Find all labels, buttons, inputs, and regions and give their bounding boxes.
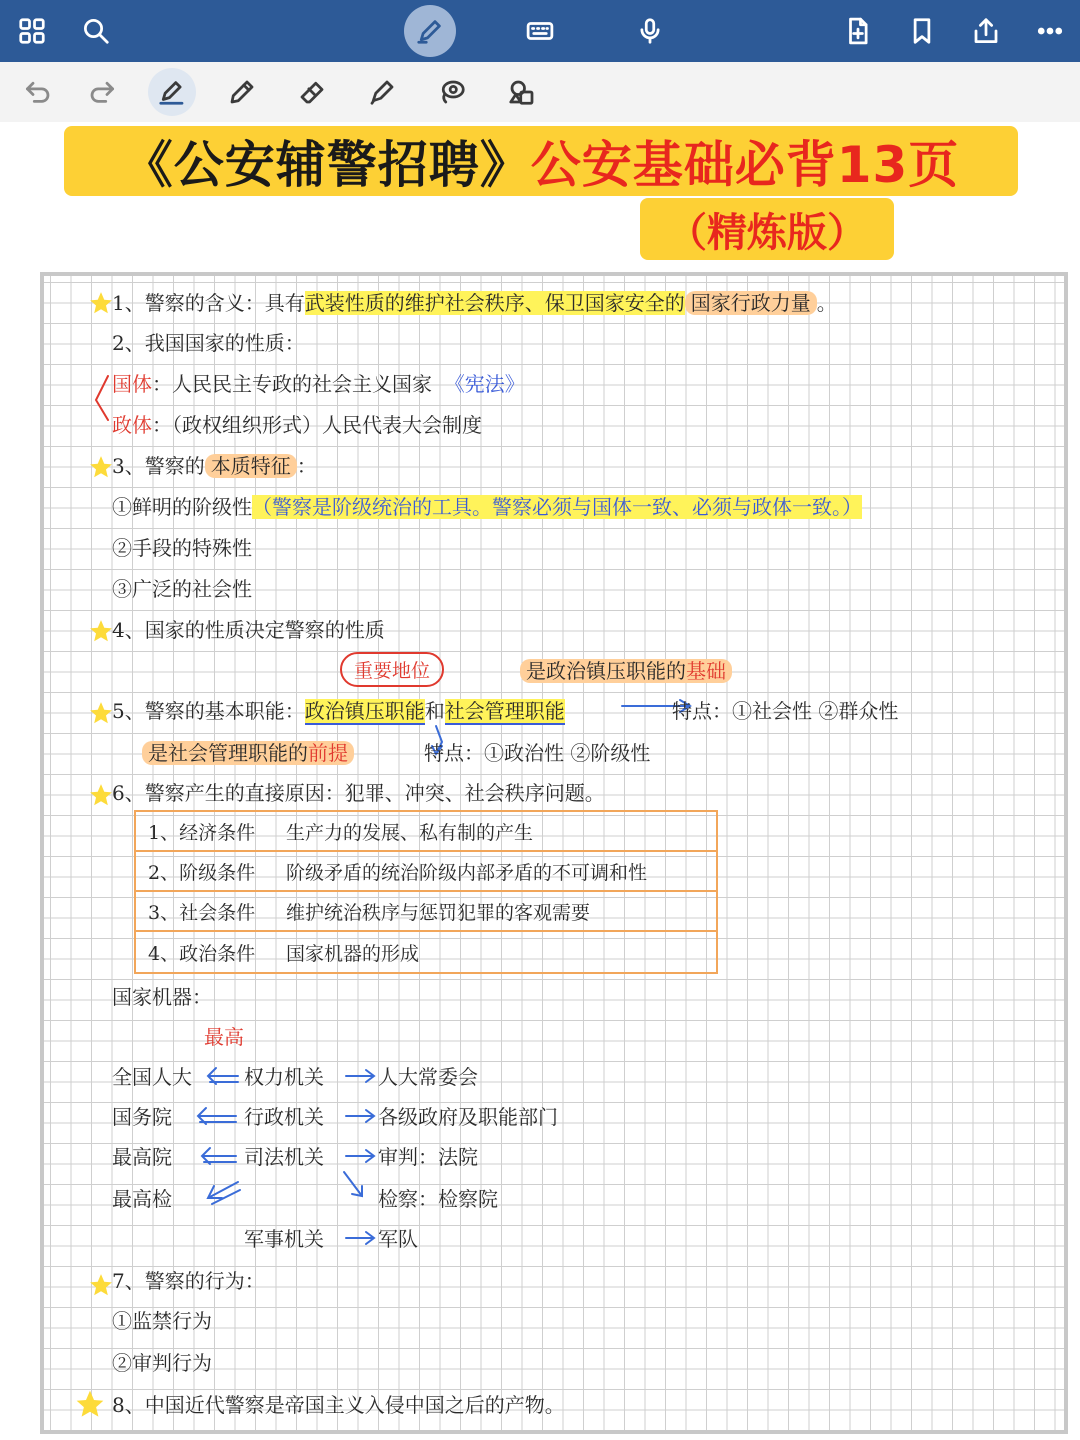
note-means: ②手段的特殊性 bbox=[112, 536, 252, 560]
note-admin-organ: 行政机关 bbox=[244, 1105, 324, 1129]
title-banner bbox=[64, 126, 1018, 196]
search-icon[interactable] bbox=[76, 11, 116, 51]
add-page-icon[interactable] bbox=[838, 11, 878, 51]
note-npc-committee: 人大常委会 bbox=[378, 1065, 478, 1089]
shapes-icon[interactable] bbox=[502, 72, 542, 112]
app-bar bbox=[0, 0, 1080, 62]
note-essence: 3、警察的 本质特征 ： bbox=[112, 454, 317, 478]
tool-bar bbox=[0, 62, 1080, 122]
bookmark-icon[interactable] bbox=[902, 11, 942, 51]
note-trial: 审判：法院 bbox=[378, 1145, 478, 1169]
note-government-system: 政体：（政权组织形式）人民代表大会制度 bbox=[112, 413, 482, 437]
star-icon bbox=[88, 290, 114, 316]
highlighter-icon[interactable] bbox=[362, 72, 402, 112]
star-icon bbox=[88, 782, 114, 808]
subtitle-banner: （精炼版） bbox=[640, 198, 894, 260]
note-feature-social: 特点：①社会性 ②群众性 bbox=[672, 699, 899, 723]
star-icon bbox=[74, 1388, 106, 1420]
note-state-council: 国务院 bbox=[112, 1105, 172, 1129]
note-judicial-organ: 司法机关 bbox=[244, 1145, 324, 1169]
table-row: 4、政治条件 国家机器的形成 bbox=[148, 942, 420, 965]
eraser-icon[interactable] bbox=[292, 72, 332, 112]
star-icon bbox=[88, 454, 114, 480]
note-social: ③广泛的社会性 bbox=[112, 577, 252, 601]
note-direct-cause: 6、警察产生的直接原因：犯罪、冲突、社会秩序问题。 bbox=[112, 781, 605, 805]
pen-tool-icon[interactable] bbox=[148, 68, 196, 116]
microphone-icon[interactable] bbox=[630, 11, 670, 51]
conditions-table bbox=[134, 810, 718, 974]
note-modern-police: 8、中国近代警察是帝国主义入侵中国之后的产物。 bbox=[112, 1393, 565, 1417]
note-highest: 最高 bbox=[204, 1025, 244, 1049]
lasso-icon[interactable] bbox=[432, 72, 472, 112]
note-state-decides: 4、国家的性质决定警察的性质 bbox=[112, 618, 385, 642]
star-icon bbox=[88, 618, 114, 644]
notebook-page[interactable] bbox=[40, 272, 1068, 1434]
pencil-icon[interactable] bbox=[222, 72, 262, 112]
note-detention: ①监禁行为 bbox=[112, 1309, 212, 1333]
title-black: 《公安辅警招聘》 bbox=[122, 136, 531, 194]
redo-icon[interactable] bbox=[82, 72, 122, 112]
star-icon bbox=[88, 1272, 114, 1298]
table-row: 2、阶级条件 阶级矛盾的统治阶级内部矛盾的不可调和性 bbox=[136, 852, 716, 892]
note-feature-political: 特点：①政治性 ②阶级性 bbox=[424, 741, 651, 765]
note-state-system: 国体：人民民主专政的社会主义国家 《宪法》 bbox=[112, 372, 525, 396]
note-police-acts: 7、警察的行为： bbox=[112, 1269, 265, 1293]
star-icon bbox=[88, 700, 114, 726]
note-npc: 全国人大 bbox=[112, 1065, 192, 1089]
more-icon[interactable] bbox=[1030, 11, 1070, 51]
note-supreme-court: 最高院 bbox=[112, 1145, 172, 1169]
note-state-nature: 2、我国国家的性质： bbox=[112, 331, 305, 355]
grid-icon[interactable] bbox=[12, 11, 52, 51]
note-premise: 是社会管理职能的前提 bbox=[142, 738, 354, 768]
note-governments: 各级政府及职能部门 bbox=[378, 1105, 558, 1129]
table-row: 3、社会条件 维护统治秩序与惩罚犯罪的客观需要 bbox=[136, 892, 716, 932]
table-row: 1、经济条件 生产力的发展、私有制的产生 bbox=[136, 812, 716, 852]
title-red: 公安基础必背13页 bbox=[530, 136, 960, 194]
note-prosecution: 检察：检察院 bbox=[378, 1187, 498, 1211]
keyboard-icon[interactable] bbox=[520, 11, 560, 51]
share-icon[interactable] bbox=[966, 11, 1006, 51]
note-base: 是政治镇压职能的基础 bbox=[520, 656, 732, 686]
note-army: 军队 bbox=[378, 1227, 418, 1251]
important-status-circle: 重要地位 bbox=[340, 652, 444, 687]
note-definition: 1、警察的含义：具有武装性质的维护社会秩序、保卫国家安全的 国家行政力量 。 bbox=[112, 291, 837, 315]
note-procuratorate: 最高检 bbox=[112, 1187, 172, 1211]
note-class-nature: ①鲜明的阶级性（警察是阶级统治的工具。警察必须与国体一致、必须与政体一致。） bbox=[112, 495, 862, 519]
note-state-machine: 国家机器： bbox=[112, 985, 212, 1009]
note-military-organ: 军事机关 bbox=[244, 1227, 324, 1251]
pen-icon[interactable] bbox=[404, 5, 456, 57]
note-basic-functions: 5、警察的基本职能：政治镇压职能和社会管理职能 bbox=[112, 699, 565, 723]
note-power-organ: 权力机关 bbox=[244, 1065, 324, 1089]
note-trial-act: ②审判行为 bbox=[112, 1351, 212, 1375]
undo-icon[interactable] bbox=[18, 72, 58, 112]
